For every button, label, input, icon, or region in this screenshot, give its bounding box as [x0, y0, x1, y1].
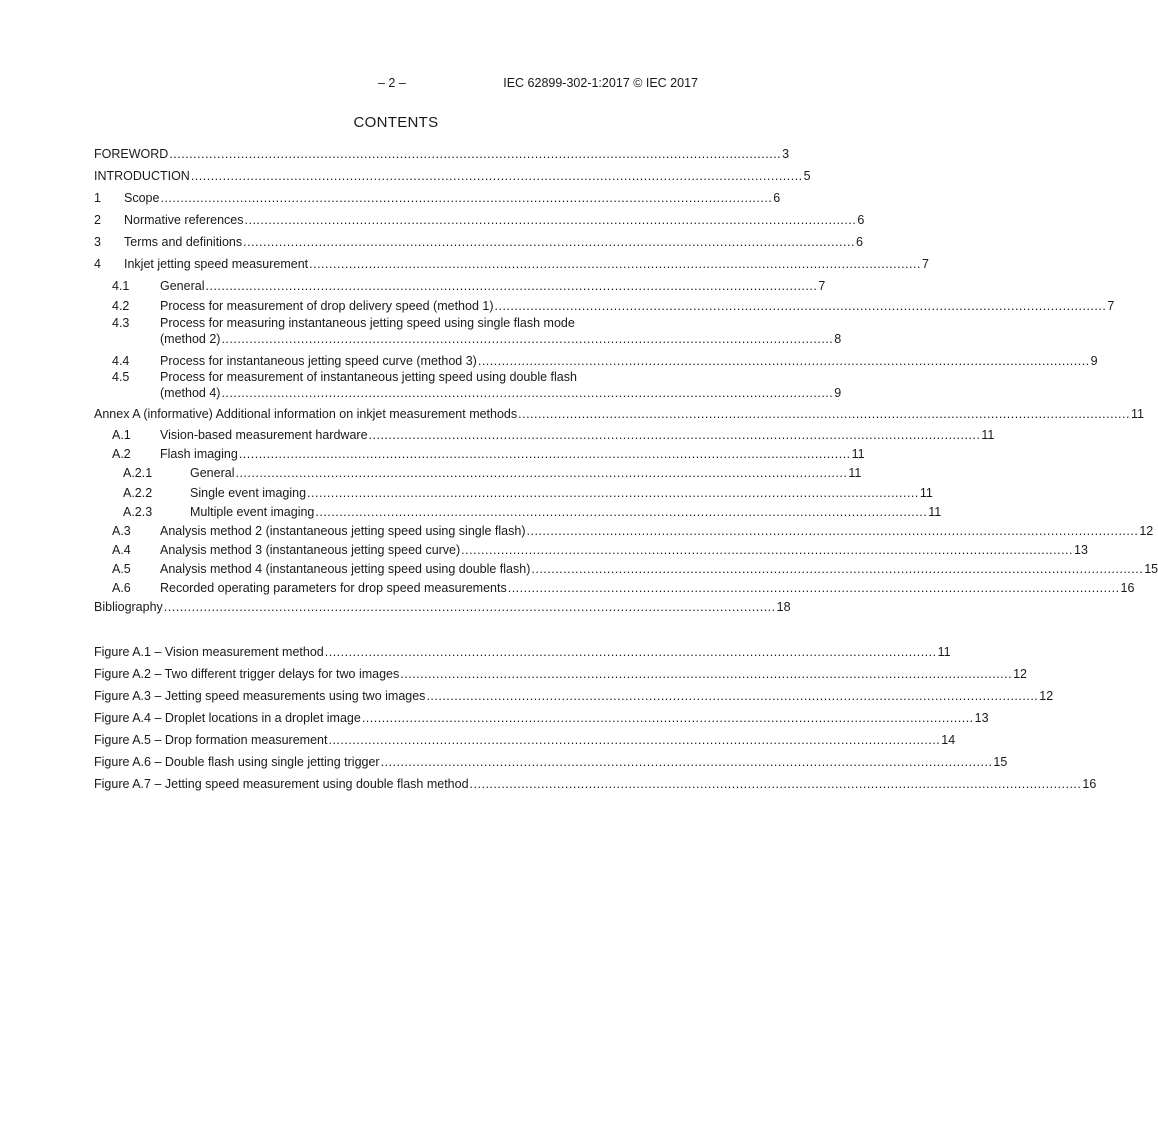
dot-leader: .......................................................................................................................................................... [426, 689, 1039, 703]
toc-entry-text: Annex A (informative) Additional information on inkjet measurement methods [94, 407, 518, 421]
dot-leader: .......................................................................................................................................................... [238, 447, 851, 461]
toc-entry-text: Flash imaging [160, 447, 238, 461]
dot-leader: .......................................................................................................................................................... [169, 147, 782, 161]
dot-leader: .......................................................................................................................................................... [526, 524, 1139, 538]
figure-entry-a-2[interactable] [94, 663, 1027, 682]
contents-title: CONTENTS [353, 114, 439, 131]
toc-entry-text: Analysis method 3 (instantaneous jetting speed curve) [160, 543, 461, 557]
toc-entry-a-2-2[interactable] [94, 482, 933, 501]
toc-entry-scope[interactable] [94, 187, 781, 206]
dot-leader: .......................................................................................................................................................... [244, 213, 857, 227]
toc-entry-page: 9 [1090, 354, 1098, 368]
dot-leader: .......................................................................................................................................................... [190, 169, 803, 183]
toc-entry-text: Normative references [124, 213, 244, 227]
toc-entry-text-continued: (method 4) [160, 386, 221, 400]
dot-leader: .......................................................................................................................................................... [163, 600, 776, 614]
toc-entry-page: 6 [857, 213, 865, 227]
figure-entry-a-3[interactable] [94, 685, 1054, 704]
figure-entry-page: 13 [974, 711, 989, 725]
dot-leader: .......................................................................................................................................................... [400, 667, 1013, 681]
figure-list [94, 641, 1097, 792]
toc-entry-text: Multiple event imaging [190, 505, 315, 519]
dot-leader: .......................................................................................................................................................... [507, 581, 1120, 595]
toc-entry-number: 2 [94, 213, 101, 227]
toc-entry-page: 12 [1139, 524, 1154, 538]
dot-leader: .......................................................................................................................................................... [469, 777, 1082, 791]
toc-entry-annex-a[interactable] [94, 403, 1144, 422]
toc-entry-terms-definitions[interactable] [94, 231, 863, 250]
toc-entry-text: Recorded operating parameters for drop speed measurements [160, 581, 507, 595]
figure-entry-page: 14 [941, 733, 956, 747]
figure-entry-page: 16 [1082, 777, 1097, 791]
toc-entry-number: A.2.2 [123, 486, 153, 500]
toc-entry-4-1[interactable] [94, 275, 826, 294]
toc-entry-text: Single event imaging [190, 486, 307, 500]
dot-leader: .......................................................................................................................................................... [324, 645, 937, 659]
toc-entry-text: FOREWORD [94, 147, 169, 161]
toc-entry-a-4[interactable] [94, 539, 1088, 558]
dot-leader: .......................................................................................................................................................... [243, 235, 855, 249]
toc-entry-number: A.2 [112, 447, 131, 461]
figure-entry-text: Figure A.3 – Jetting speed measurements using two images [94, 689, 426, 703]
dot-leader: .......................................................................................................................................................... [380, 755, 993, 769]
toc-entry-a-2-1[interactable] [94, 462, 862, 481]
dot-leader: .......................................................................................................................................................... [235, 466, 848, 480]
dot-leader: .......................................................................................................................................................... [307, 486, 919, 500]
toc-entry-number: A.2.1 [123, 466, 153, 480]
toc-entry-text: Process for measurement of drop delivery speed (method 1) [160, 299, 494, 313]
toc-entry-text: INTRODUCTION [94, 169, 190, 183]
toc-entry-number: A.4 [112, 543, 131, 557]
dot-leader: .......................................................................................................................................................... [205, 279, 818, 293]
figure-entry-a-4[interactable] [94, 707, 989, 726]
toc-entry-page: 11 [919, 486, 933, 500]
toc-entry-number: A.1 [112, 428, 131, 442]
figure-entry-text: Figure A.5 – Drop formation measurement [94, 733, 328, 747]
toc-entry-number: 4.2 [112, 299, 130, 313]
toc-entry-page: 11 [1130, 407, 1144, 421]
toc-entry-bibliography[interactable] [94, 596, 791, 615]
figure-entry-text: Figure A.6 – Double flash using single jetting trigger [94, 755, 380, 769]
toc-entry-text-continued: (method 2) [160, 332, 221, 346]
toc-entry-number: A.3 [112, 524, 131, 538]
toc-list [94, 143, 1158, 615]
figure-entry-page: 12 [1039, 689, 1054, 703]
figure-entry-text: Figure A.2 – Two different trigger delays for two images [94, 667, 400, 681]
toc-entry-page: 13 [1074, 543, 1088, 557]
dot-leader: .......................................................................................................................................................... [315, 505, 928, 519]
toc-entry-text: Bibliography [94, 600, 163, 614]
toc-entry-page: 9 [834, 386, 842, 400]
dot-leader: .......................................................................................................................................................... [221, 386, 834, 400]
toc-entry-number: A.6 [112, 581, 131, 595]
toc-entry-page: 5 [803, 169, 811, 183]
toc-entry-page: 15 [1144, 562, 1158, 576]
toc-entry-text: Analysis method 2 (instantaneous jetting speed using single flash) [160, 524, 526, 538]
toc-entry-foreword[interactable] [94, 143, 790, 162]
dot-leader: .......................................................................................................................................................... [309, 257, 921, 271]
toc-entry-text: Analysis method 4 (instantaneous jetting speed using double flash) [160, 562, 531, 576]
dot-leader: .......................................................................................................................................................... [461, 543, 1073, 557]
toc-entry-text: Inkjet jetting speed measurement [124, 257, 309, 271]
toc-entry-a-1[interactable] [94, 424, 995, 443]
toc-entry-page: 6 [855, 235, 863, 249]
figure-entry-text: Figure A.1 – Vision measurement method [94, 645, 324, 659]
dot-leader: .......................................................................................................................................................... [328, 733, 941, 747]
toc-entry-page: 3 [782, 147, 790, 161]
toc-entry-4-2[interactable] [94, 295, 1115, 314]
dot-leader: .......................................................................................................................................................... [518, 407, 1130, 421]
toc-entry-a-6[interactable] [94, 577, 1135, 596]
toc-entry-page: 11 [848, 466, 862, 480]
toc-entry-number: 3 [94, 235, 101, 249]
figure-entry-page: 11 [937, 645, 951, 659]
toc-entry-a-5[interactable] [94, 558, 1158, 577]
toc-entry-number: A.5 [112, 562, 131, 576]
toc-entry-page: 8 [834, 332, 842, 346]
toc-entry-text: General [190, 466, 235, 480]
toc-entry-4-3[interactable] [94, 316, 842, 348]
toc-entry-4-4[interactable] [94, 350, 1098, 369]
figure-entry-a-7[interactable] [94, 773, 1097, 792]
toc-entry-number: 4 [94, 257, 101, 271]
dot-leader: .......................................................................................................................................................... [494, 299, 1107, 313]
toc-entry-inkjet-jetting-speed[interactable] [94, 253, 929, 272]
dot-leader: .......................................................................................................................................................... [160, 191, 773, 205]
toc-entry-text: Scope [124, 191, 160, 205]
toc-entry-page: 18 [776, 600, 791, 614]
toc-entry-text: Process for measuring instantaneous jetting speed using single flash mode [160, 316, 575, 330]
toc-entry-4-5[interactable] [94, 370, 842, 402]
toc-entry-page: 11 [928, 505, 942, 519]
toc-entry-page: 11 [851, 447, 865, 461]
toc-entry-page: 11 [981, 428, 995, 442]
toc-entry-a-2[interactable] [94, 443, 865, 462]
toc-entry-text: General [160, 279, 205, 293]
toc-entry-page: 7 [921, 257, 929, 271]
toc-entry-number: 4.1 [112, 279, 130, 293]
toc-entry-page: 7 [1107, 299, 1115, 313]
page-number: – 2 – [378, 76, 406, 90]
toc-entry-number: A.2.3 [123, 505, 153, 519]
page-header [94, 76, 698, 94]
toc-entry-page: 7 [818, 279, 826, 293]
toc-entry-introduction[interactable] [94, 165, 811, 184]
dot-leader: .......................................................................................................................................................... [368, 428, 981, 442]
toc-entry-number: 4.5 [112, 370, 130, 384]
figure-entry-a-6[interactable] [94, 751, 1008, 770]
toc-entry-page: 6 [773, 191, 781, 205]
toc-entry-normative-references[interactable] [94, 209, 865, 228]
toc-entry-number: 4.4 [112, 354, 130, 368]
toc-entry-text: Vision-based measurement hardware [160, 428, 368, 442]
toc-entry-a-2-3[interactable] [94, 501, 942, 520]
toc-entry-a-3[interactable] [94, 520, 1154, 539]
toc-entry-number: 4.3 [112, 316, 130, 330]
dot-leader: .......................................................................................................................................................... [531, 562, 1144, 576]
figure-entry-text: Figure A.4 – Droplet locations in a droplet image [94, 711, 361, 725]
dot-leader: .......................................................................................................................................................... [361, 711, 974, 725]
figure-entry-page: 12 [1013, 667, 1027, 681]
toc-entry-number: 1 [94, 191, 101, 205]
figure-entry-a-5[interactable] [94, 729, 956, 748]
figure-entry-a-1[interactable] [94, 641, 951, 660]
figure-entry-text: Figure A.7 – Jetting speed measurement using double flash method [94, 777, 469, 791]
toc-entry-text: Process for measurement of instantaneous jetting speed using double flash [160, 370, 577, 384]
dot-leader: .......................................................................................................................................................... [221, 332, 834, 346]
toc-entry-page: 16 [1120, 581, 1135, 595]
standard-reference: IEC 62899-302-1:2017 © IEC 2017 [503, 76, 698, 90]
dot-leader: .......................................................................................................................................................... [477, 354, 1090, 368]
toc-entry-text: Process for instantaneous jetting speed curve (method 3) [160, 354, 477, 368]
figure-entry-page: 15 [993, 755, 1008, 769]
toc-entry-text: Terms and definitions [124, 235, 243, 249]
